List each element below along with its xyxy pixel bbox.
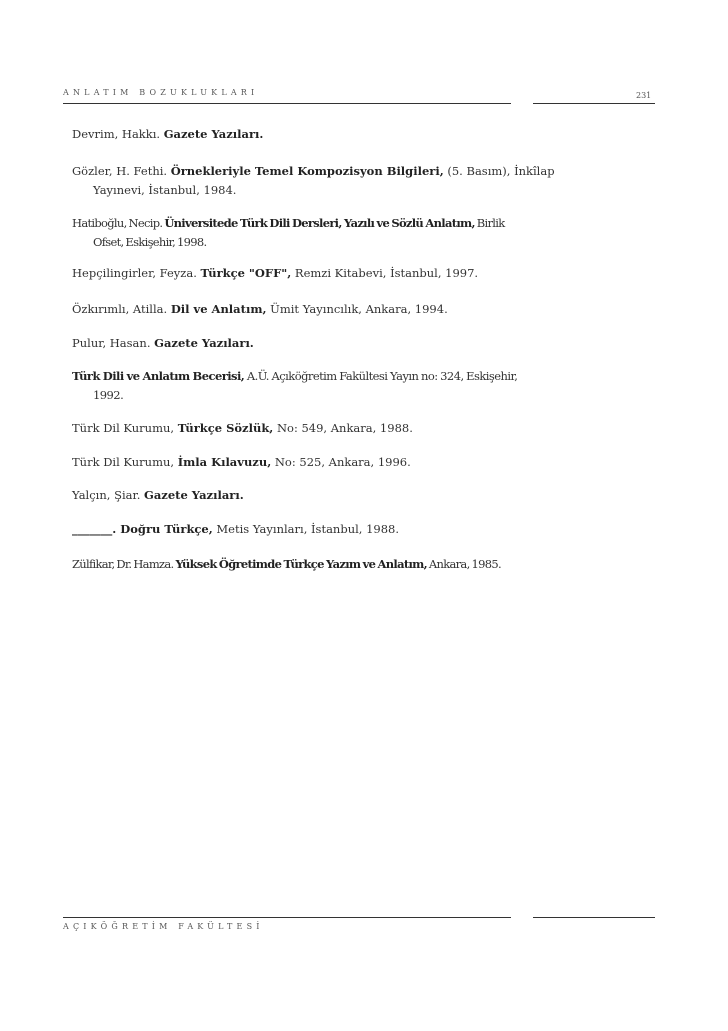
entry-publication-cont: Ofset, Eskişehir, 1998. xyxy=(93,235,207,249)
entry-publication: (5. Basım), İnkîlap xyxy=(447,164,555,178)
entry-title: Gazete Yazıları. xyxy=(154,336,254,350)
bibliography-entry xyxy=(72,264,517,283)
bibliography-entry xyxy=(72,486,517,505)
bibliography-entry xyxy=(72,419,517,438)
header-rule-right xyxy=(533,103,655,104)
entry-title: _______. Doğru Türkçe, xyxy=(72,522,213,536)
bibliography-entry xyxy=(72,162,555,200)
entry-author: Hatiboğlu, Necip. xyxy=(72,216,163,230)
entry-title: Üniversitede Türk Dili Dersleri, Yazılı ve Sözlü Anlatım, xyxy=(164,216,475,230)
entry-publication-cont: Yayınevi, İstanbul, 1984. xyxy=(93,183,237,197)
footer-rule-left xyxy=(63,917,511,918)
entry-title: Türkçe "OFF", xyxy=(200,266,292,280)
entry-publication: Metis Yayınları, İstanbul, 1988. xyxy=(216,522,400,536)
bibliography-entry xyxy=(72,520,517,539)
entry-author: Türk Dil Kurumu, xyxy=(72,455,175,469)
entry-publication-cont: 1992. xyxy=(93,388,124,402)
entry-title: Gazete Yazıları. xyxy=(144,488,244,502)
bibliography-entry xyxy=(72,367,517,405)
entry-publication: Remzi Kitabevi, İstanbul, 1997. xyxy=(294,266,479,280)
page-number: 231 xyxy=(636,91,652,100)
footer-rule-right xyxy=(533,917,655,918)
bibliography-entry xyxy=(72,334,517,353)
entry-publication: No: 549, Ankara, 1988. xyxy=(276,421,413,435)
running-foot: AÇIKÖĞRETİM FAKÜLTESİ xyxy=(63,922,264,931)
bibliography-entry xyxy=(72,300,517,319)
bibliography-entry xyxy=(72,453,517,472)
running-head: ANLATIM BOZUKLUKLARI xyxy=(63,88,259,97)
entry-author: Hepçilingirler, Feyza. xyxy=(72,266,197,280)
entry-author: Özkırımlı, Atilla. xyxy=(72,302,168,316)
bibliography-entry xyxy=(72,214,517,252)
entry-title: Türkçe Sözlük, xyxy=(177,421,274,435)
entry-title: Örnekleriyle Temel Kompozisyon Bilgileri, xyxy=(170,164,444,178)
entry-author: Türk Dil Kurumu, xyxy=(72,421,175,435)
header-rule-left xyxy=(63,103,511,104)
bibliography-entry xyxy=(72,555,517,574)
entry-author: Zülfikar, Dr. Hamza. xyxy=(72,557,174,571)
entry-publication: Ümit Yayıncılık, Ankara, 1994. xyxy=(270,302,448,316)
entry-author: Pulur, Hasan. xyxy=(72,336,151,350)
entry-publication: A.Ü. Açıköğretim Fakültesi Yayın no: 324, Eskişehir, xyxy=(246,369,518,383)
entry-title: Gazete Yazıları. xyxy=(163,127,264,141)
entry-author: Yalçın, Şiar. xyxy=(72,488,141,502)
entry-author: Gözler, H. Fethi. xyxy=(72,164,168,178)
entry-title: Yüksek Öğretimde Türkçe Yazım ve Anlatım, xyxy=(175,557,427,571)
entry-title: İmla Kılavuzu, xyxy=(177,455,272,469)
entry-publication: Birlik xyxy=(476,216,505,230)
entry-title: Türk Dili ve Anlatım Becerisi, xyxy=(72,369,245,383)
entry-publication: Ankara, 1985. xyxy=(428,557,501,571)
entry-author: Devrim, Hakkı. xyxy=(72,127,161,141)
entry-title: Dil ve Anlatım, xyxy=(170,302,267,316)
bibliography-entry xyxy=(72,125,517,144)
entry-publication: No: 525, Ankara, 1996. xyxy=(274,455,411,469)
